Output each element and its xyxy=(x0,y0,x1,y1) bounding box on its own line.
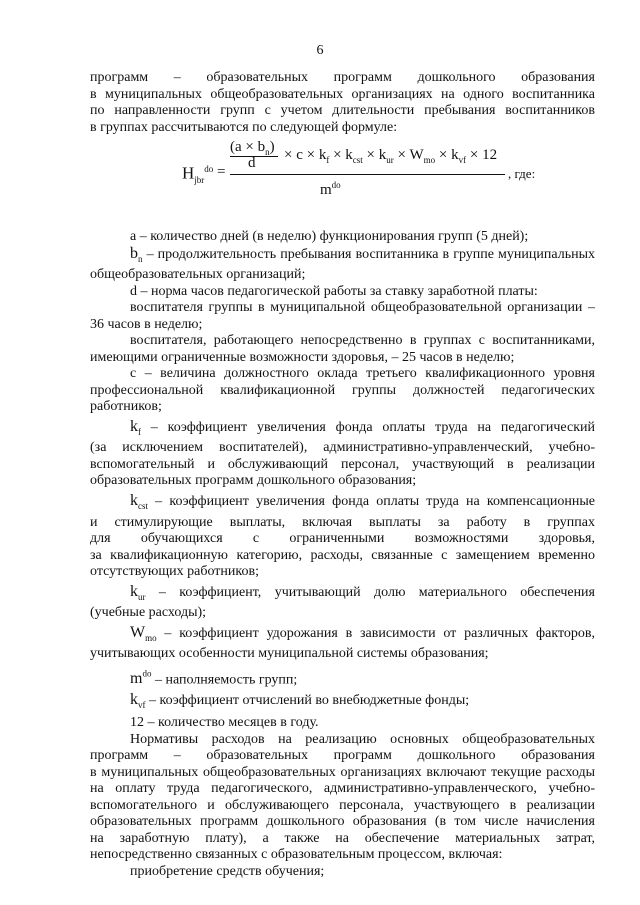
formula-lhs: $H_{jbr}^{do}$ xyxy=(182,163,214,186)
definition-d1-cont: 36 часов в неделю; xyxy=(90,316,203,332)
definition-b-cont: общеобразовательных организаций; xyxy=(90,267,306,283)
definition-a: a – количество дней (в неделю) функционирования групп (5 дней); xyxy=(130,229,529,244)
formula-equals: = xyxy=(217,164,226,180)
definition-wmo: $W_{mo}$ – коэффициент удорожания в зависимости от различных факторов, xyxy=(130,623,595,643)
definition-c: c – величина должностного оклада третьего квалификационного уровня xyxy=(130,366,595,382)
definition-kf-cont: образовательных программ дошкольного образования; xyxy=(90,473,417,489)
norms-line: образовательных программ дошкольного образования (в том числе начисления xyxy=(90,814,595,830)
formula xyxy=(90,139,595,211)
norms-line: в муниципальных общеобразовательных организациях включают текущие расходы xyxy=(90,764,595,780)
definition-kcst: $k_{cst}$ – коэффициент увеличения фонда оплаты труда на компенсационные xyxy=(130,491,595,512)
page-number: 6 xyxy=(316,43,324,58)
definition-kf: $k_f$ – коэффициент увеличения фонда оплаты труда на педагогический xyxy=(130,417,595,437)
formula-denominator: $m^{do}$ xyxy=(320,180,341,198)
norms-line: непосредственно связанных с образовательным процессом, включая: xyxy=(90,847,503,863)
definition-d1: воспитателя группы в муниципальной общеобразовательной организации – xyxy=(130,300,595,316)
definition-kcst-cont: за квалификационную категорию, расходы, связанные с замещением временно xyxy=(90,547,595,563)
formula-tail: , где: xyxy=(508,166,536,181)
definition-kf-cont: (за исключением воспитателей), административно-управленческий, учебно- xyxy=(90,440,595,456)
norms-line: на оплату труда педагогического, административно-управленческого, учебно- xyxy=(90,781,595,797)
definition-d2: воспитателя, работающего непосредственно в группах с воспитанниками, xyxy=(130,333,595,349)
definition-kcst-cont: отсутствующих работников; xyxy=(90,564,259,580)
formula-inner-numerator: $(a \times b_n)$ xyxy=(230,139,275,157)
intro-line: программ – образовательных программ дошкольного образования xyxy=(90,70,595,85)
intro-line: в группах рассчитываются по следующей формуле: xyxy=(90,119,398,135)
norms-line: программ – образовательных программ дошкольного образования xyxy=(90,748,595,764)
definition-c-cont: работников; xyxy=(90,399,162,415)
definition-kvf: $k_{vf}$ – коэффициент отчислений во внебюджетные фонды; xyxy=(130,690,470,710)
norms-line: на заработную плату), а также на обеспечение материальных затрат, xyxy=(90,830,595,846)
definition-kf-cont: вспомогательный и обслуживающий персонал, участвующий в реализации xyxy=(90,456,595,472)
definition-mdo: $m^{do}$ – наполняемость групп; xyxy=(130,668,298,688)
norms-item: приобретение средств обучения; xyxy=(130,863,325,879)
formula-fraction-bar xyxy=(230,174,505,175)
definition-kur-cont: (учебные расходы); xyxy=(90,605,207,621)
intro-line: по направленности групп с учетом длительности пребывания воспитанников xyxy=(90,103,595,118)
formula-inner-denominator: d xyxy=(248,155,256,171)
definition-d2-cont: имеющими ограниченные возможности здоровья, – 25 часов в неделю; xyxy=(90,349,515,365)
document-body xyxy=(90,70,595,880)
definition-c-cont: профессиональной квалификационной группы должностей педагогических xyxy=(90,382,595,398)
definition-b: $b_n$ – продолжительность пребывания воспитанника в группе муниципальных xyxy=(130,244,595,264)
definition-kcst-cont: и стимулирующие выплаты, включая выплаты за работу в группах xyxy=(90,514,595,530)
norms-paragraph: Нормативы расходов на реализацию основных общеобразовательных xyxy=(130,731,595,747)
definition-twelve: 12 – количество месяцев в году. xyxy=(130,715,319,731)
formula-product: × $c \times k_f \times k_{cst} \times k_{ur} \times W_{mo} \times k_{vf} \times 12$ xyxy=(284,147,498,165)
norms-line: вспомогательного и обслуживающего персонала, участвующего в реализации xyxy=(90,797,595,813)
definition-wmo-cont: учитывающих особенности муниципальной системы образования; xyxy=(90,646,489,662)
definition-kur: $k_{ur}$ – коэффициент, учитывающий долю материального обеспечения xyxy=(130,582,595,602)
definition-kcst-cont: для обучающихся с ограниченными возможностями здоровья, xyxy=(90,531,595,547)
definition-d: d – норма часов педагогической работы за ставку заработной платы: xyxy=(130,283,538,299)
intro-line: в муниципальных общеобразовательных организациях на одного воспитанника xyxy=(90,86,595,102)
